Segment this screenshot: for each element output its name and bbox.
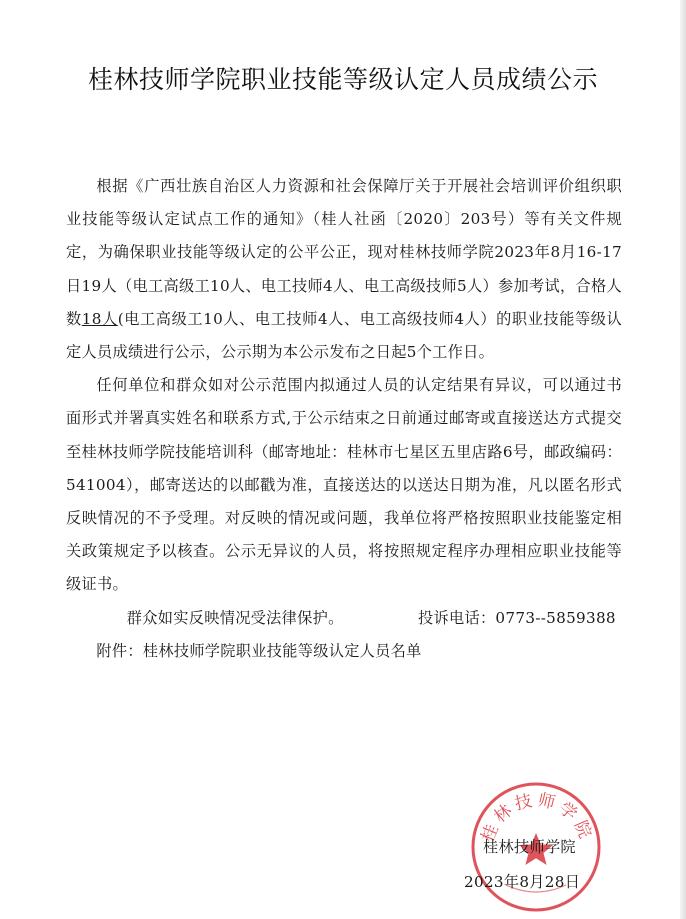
contact-row <box>66 602 622 635</box>
document-body <box>66 170 622 668</box>
complaint-phone: 投诉电话：0773--5859388 <box>418 608 616 627</box>
paragraph-announcement-part1: 根据《广西壮族自治区人力资源和社会保障厅关于开展社会培训评价组织职业技能等级认定试点工作的通知》（桂人社函〔2020〕203号）等有关文件规定，为确保职业技能等级认定的公平公正，现对桂林技师学院2023年8月16-17日19人（电工高级工10人、电工技师4人、电工高级技师5人）参加考试，合格人数 <box>66 177 622 328</box>
protection-note: 群众如实反映情况受法律保护。 <box>126 608 344 627</box>
signature-date: 2023年8月28日 <box>464 873 581 891</box>
signature-org: 桂林技师学院 <box>483 838 576 856</box>
page-edge-shadow <box>680 0 686 919</box>
paragraph-objection: 任何单位和群众如对公示范围内拟通过人员的认定结果有异议，可以通过书面形式并署真实姓名和联系方式,于公示结束之日前通过邮寄或直接送达方式提交至桂林技师学院技能培训科（邮寄地址：桂林市七星区五里店路6号，邮政编码：541004），邮寄送达的以邮戳为准，直接送达的以送达日期为准，凡以匿名形式反映情况的不予受理。对反映的情况或问题，我单位将严格按照职业技能鉴定相关政策规定予以核查。公示无异议的人员，将按照规定程序办理相应职业技能等级证书。 <box>66 376 622 594</box>
paragraph-announcement-part2: (电工高级工10人、电工技师4人、电工高级技师4人）的职业技能等级认定人员成绩进行公示，公示期为本公示发布之日起5个工作日。 <box>66 309 622 362</box>
paragraph-announcement <box>66 170 622 369</box>
seal-text-path: 桂林技师学院 <box>477 790 597 846</box>
qualified-count: 18人 <box>81 309 118 328</box>
attachment-line: 附件：桂林技师学院职业技能等级认定人员名单 <box>96 641 422 660</box>
document-title: 桂林技师学院职业技能等级认定人员成绩公示 <box>87 65 598 94</box>
